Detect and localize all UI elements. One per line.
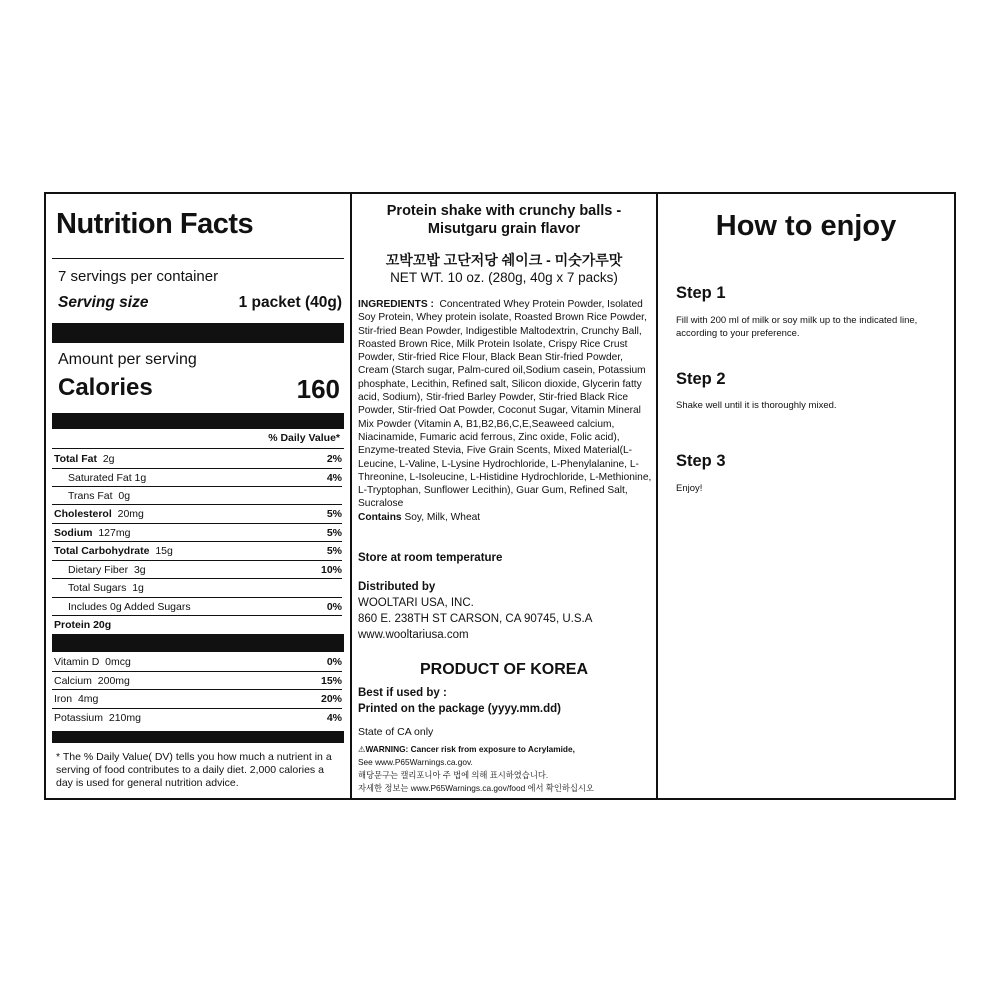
thick-divider [52, 413, 344, 429]
product-title: Protein shake with crunchy balls - Misutgaru grain flavor [386, 203, 622, 237]
nutrient-row: Total Carbohydrate 15g 5% [52, 541, 342, 560]
product-info-column [350, 194, 656, 798]
net-weight: NET WT. 10 oz. (280g, 40g x 7 packs) [390, 270, 618, 285]
step-2-text: Shake well until it is thoroughly mixed. [676, 400, 837, 411]
calories [58, 374, 340, 405]
daily-value-header: % Daily Value* [268, 432, 340, 444]
step-3-label: Step 3 [676, 452, 726, 470]
thick-divider [52, 731, 344, 743]
daily-value-footnote: * The % Daily Value( DV) tells you how much a nutrient in a serving of food contributes to a daily diet. 2,000 calories a day is used for general nutrition advice. [56, 751, 332, 789]
nutrition-facts-column [46, 194, 350, 798]
serving-size-label: Serving size [58, 294, 149, 311]
step-1-label: Step 1 [676, 284, 726, 302]
nutrition-facts-title: Nutrition Facts [56, 208, 254, 240]
vitamin-row: Calcium 200mg 15% [52, 671, 342, 690]
step-3-text: Enjoy! [676, 483, 703, 494]
storage-instructions: Store at room temperature [358, 552, 503, 564]
country-of-origin: PRODUCT OF KOREA [420, 661, 588, 678]
thick-divider [52, 634, 344, 652]
step-1-text: Fill with 200 ml of milk or soy milk up to the indicated line, according to your preference. [676, 315, 918, 339]
vitamin-row: Potassium 210mg 4% [52, 708, 342, 727]
divider [52, 448, 344, 449]
servings-per-container: 7 servings per container [58, 268, 219, 285]
ingredients: INGREDIENTS : Concentrated Whey Protein Powder, Isolated Soy Protein, Whey protein isolate, Roasted Brown Rice Powder, Stir-fried Bean Powder, Indigestible Maltodextrin, Crunchy Ball, Roasted Brown Rice, Milk Protein Isolate, Crispy Rice Crust Powder, Stir-fried Rice Flour, Black Bean Stir-fried Powder, Cream (Starch sugar, Palm-cured oil,Sodium casein, Potassium phosphate, Lecithin, Refined salt, Silicon dioxide, Glycerin fatty acid, Sodium), Stir-fried Barley Powder, Stir-fried Black Rice Powder, Stir-fried Oat Powder, Coconut Sugar, Vitamin Mineral Mix Powder (Vitamin A, B1,B2,B6,C,E,Seaweed calcium, Niacinamide, Fumaric acid ferrous, Zinc oxide, Folic acid), Enzyme-treated Stevia, Five Grain Scents, Mixed Material(L-Leucine, L-Valine, L-Lysine Hydrochloride, L-Phenylalanine, L-Threonine, L-Isoleucine, L-Histidine Hydrochloride, L-Methionine, L-Tryptophan, Sunflower Lecithin), Guar Gum, Refined Salt, Sucralose Contains Soy, Milk, Wheat [358, 299, 652, 523]
nutrient-row: Saturated Fat 1g 4% [52, 468, 342, 487]
calories-value: 160 [296, 374, 340, 404]
korean-product-title: 꼬박꼬밥 고단저당 쉐이크 - 미숫가루맛 [385, 252, 623, 268]
serving-size [58, 294, 342, 312]
calories-label: Calories [58, 374, 153, 401]
vitamin-row: Vitamin D 0mcg 0% [54, 656, 342, 668]
nutrient-row: Includes 0g Added Sugars 0% [52, 597, 342, 616]
serving-size-value: 1 packet (40g) [238, 294, 342, 311]
distributor-info: Distributed by WOOLTARI USA, INC. 860 E. 238TH ST CARSON, CA 90745, U.S.A www.wooltariusa.com [358, 581, 593, 641]
nutrient-row: Total Fat 2g 2% [54, 453, 342, 465]
nutrient-row: Trans Fat 0g [52, 486, 342, 505]
vitamin-row: Iron 4mg 20% [52, 689, 342, 708]
how-to-enjoy-title: How to enjoy [715, 210, 897, 242]
best-before-info: Best if used by : Printed on the package (yyyy.mm.dd) [358, 687, 562, 715]
prop65-warning: ⚠WARNING: Cancer risk from exposure to Acrylamide, See www.P65Warnings.ca.gov. 해당문구는 캘리포니아 주 법에 의해 표시하였습니다. 자세한 정보는 www.P65Warnings.ca.gov/food 에서 확인하십시오 [358, 744, 594, 793]
state-note: State of CA only [358, 726, 434, 738]
how-to-enjoy-column [656, 194, 954, 798]
nutrient-row: Sodium 127mg 5% [52, 523, 342, 542]
nutrition-label-panel [44, 192, 956, 800]
nutrient-row: Total Sugars 1g [52, 578, 342, 597]
nutrient-row: Protein 20g [52, 615, 342, 634]
divider [52, 258, 344, 259]
nutrient-row: Dietary Fiber 3g 10% [52, 560, 342, 579]
step-2-label: Step 2 [676, 370, 726, 388]
amount-per-serving: Amount per serving [58, 351, 197, 368]
nutrient-row: Cholesterol 20mg 5% [52, 504, 342, 523]
thick-divider [52, 323, 344, 343]
